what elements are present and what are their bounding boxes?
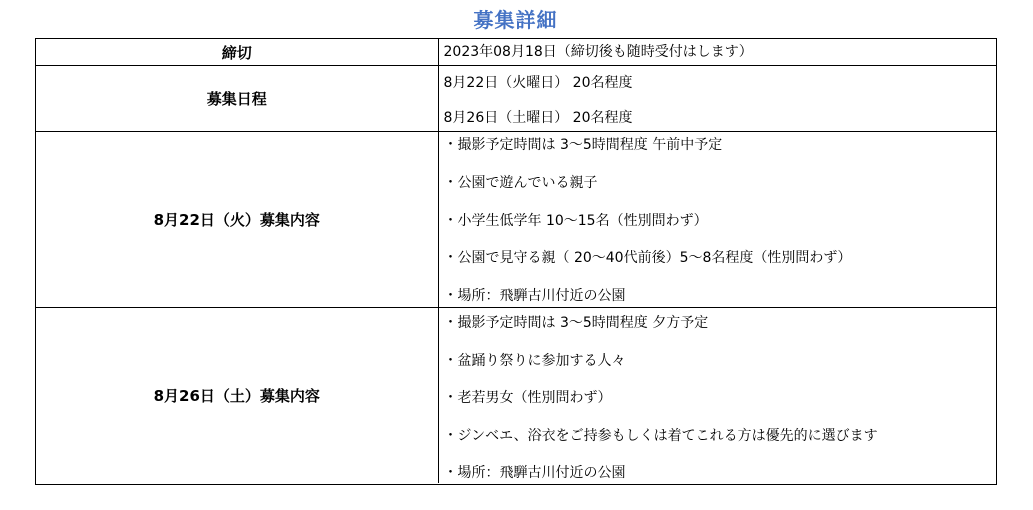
content-line: 2023年08月18日（締切後も随時受付はします） (443, 44, 753, 60)
content-line: ・公園で遊んでいる親子 (443, 174, 598, 191)
content-line: ・撮影予定時間は 3～5時間程度 午前中予定 (443, 137, 723, 153)
content-line: ・撮影予定時間は 3～5時間程度 夕方予定 (443, 315, 709, 331)
content-line: ・盆踊り祭りに参加する人々 (443, 352, 626, 369)
content-line: ・小学生低学年 10～15名（性別問わず） (443, 212, 708, 229)
row-label-cell (36, 308, 439, 483)
row-label: 募集日程 (206, 90, 267, 108)
content-line: 8月26日（土曜日） 20名程度 (443, 110, 633, 126)
row-content-cell (439, 39, 997, 65)
content-lines (444, 308, 997, 483)
table-row-deadline (36, 39, 996, 66)
content-lines (444, 132, 997, 307)
recruitment-details-table (35, 38, 997, 485)
content-line: ・公園で見守る親（ 20～40代前後）5～8名程度（性別問わず） (443, 250, 852, 267)
page-title: 募集詳細 (473, 8, 558, 32)
row-label-cell (36, 132, 439, 307)
row-label: 締切 (221, 43, 252, 62)
row-content-cell (439, 308, 997, 483)
content-line: ・場所：飛騨古川付近の公園 (443, 288, 626, 304)
row-label-cell (36, 39, 439, 65)
table-row-aug26-details (36, 308, 996, 483)
row-label: 8月22日（火）募集内容 (153, 211, 320, 229)
table-row-aug22-details (36, 132, 996, 308)
row-content-cell (439, 66, 997, 131)
row-label: 8月26日（土）募集内容 (153, 387, 320, 405)
content-line: ・老若男女（性別問わず） (443, 390, 612, 406)
content-line: ・ジンベエ、浴衣をご持参もしくは着てこれる方は優先的に選びます (443, 427, 878, 444)
row-label-cell (36, 66, 439, 131)
row-content-cell (439, 132, 997, 307)
content-line: 8月22日（火曜日） 20名程度 (443, 75, 633, 91)
content-line: ・場所：飛騨古川付近の公園 (443, 465, 626, 481)
content-lines (444, 66, 997, 131)
table-row-schedule (36, 66, 996, 132)
content-lines (444, 39, 997, 65)
